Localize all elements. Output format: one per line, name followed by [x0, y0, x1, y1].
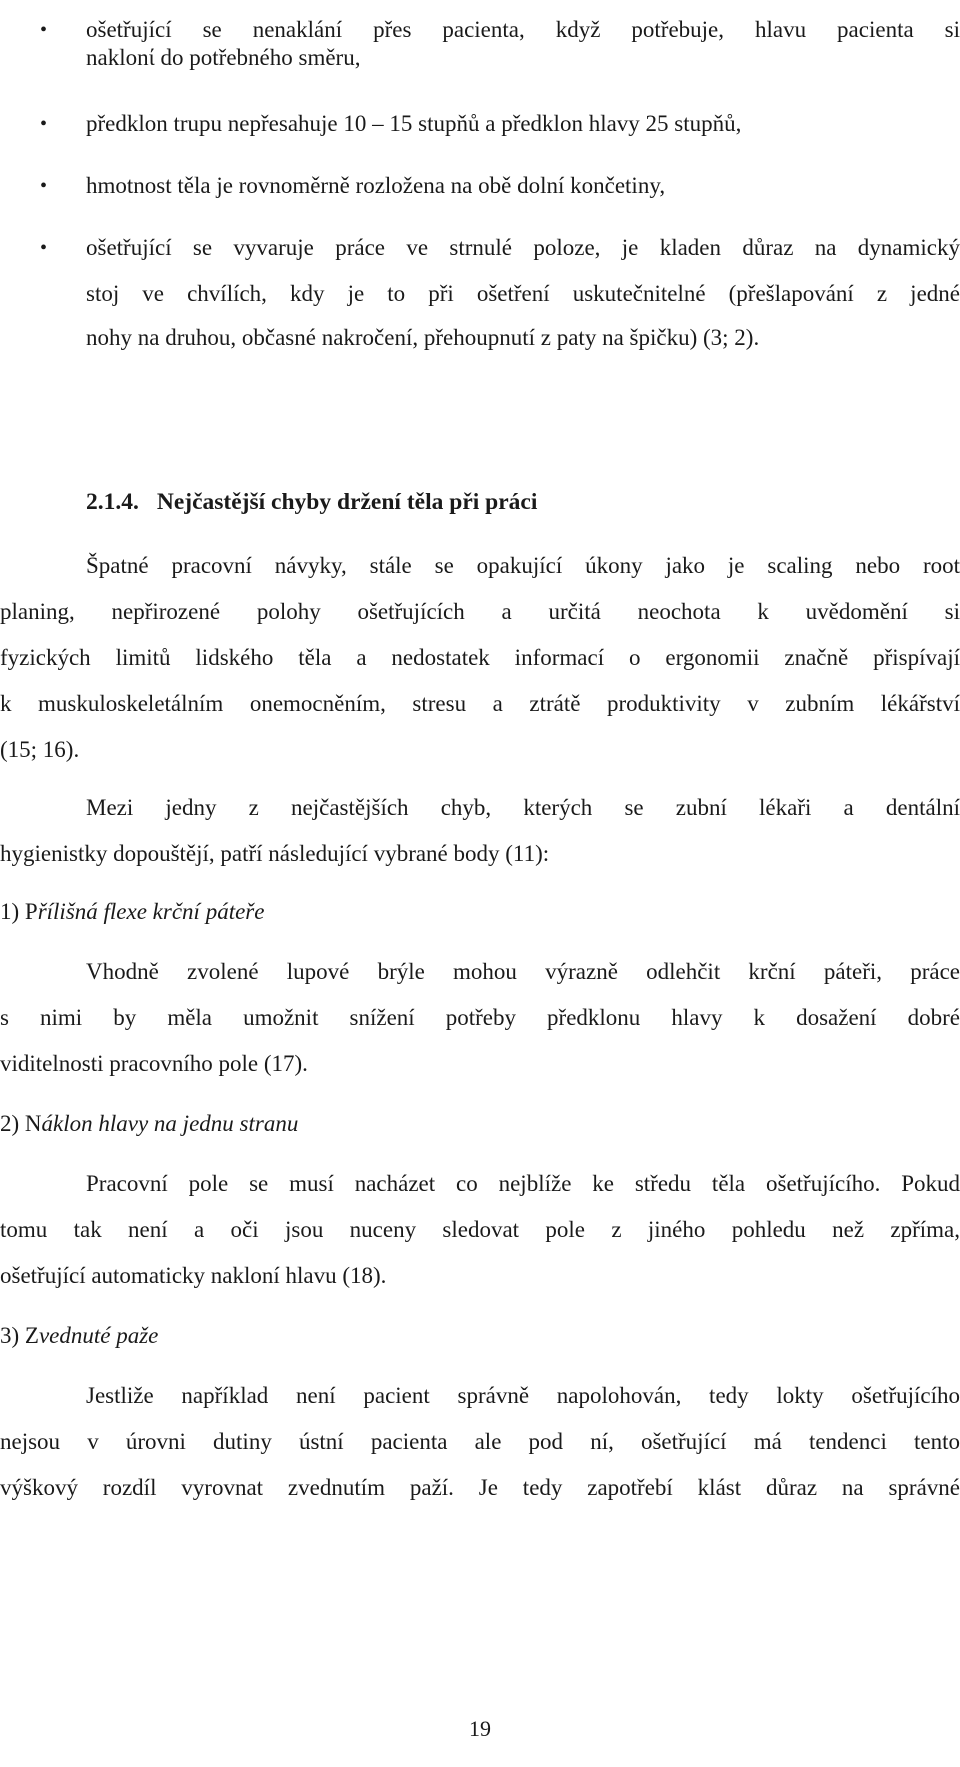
item-title: řílišná flexe krční páteře — [37, 899, 265, 924]
section-heading — [86, 472, 537, 532]
paragraph-line: planing, nepřirozené polohy ošetřujících a určitá neochota k uvědomění si — [0, 599, 960, 624]
paragraph-line: hygienistky dopouštějí, patří následující vybrané body (11): — [0, 841, 550, 866]
bullet-text: naklonί do potřebného směru, — [86, 45, 361, 70]
item-title: áklon hlavy na jednu stranu — [41, 1111, 299, 1136]
page-number: 19 — [469, 1716, 491, 1741]
item-prefix: 2) N — [0, 1111, 42, 1136]
bullet-dot: • — [40, 113, 48, 135]
paragraph-line: Špatné pracovní návyky, stále se opakující úkony jako je scaling nebo root — [86, 553, 960, 578]
item-heading — [0, 1094, 298, 1154]
bullet-text: předklon trupu nepřesahuje 10 – 15 stupňů a předklon hlavy 25 stupňů, — [86, 111, 742, 136]
paragraph-line: nejsou v úrovni dutiny ústní pacienta ale pod ní, ošetřující má tendenci tento — [0, 1429, 960, 1454]
bullet-dot: • — [40, 19, 48, 41]
item-prefix: 1) P — [0, 899, 38, 924]
paragraph-line: Jestliže například není pacient správně napolohován, tedy lokty ošetřujícího — [86, 1383, 960, 1408]
section-number: 2.1.4. — [86, 489, 139, 515]
paragraph-line: Mezi jedny z nejčastějších chyb, kterých se zubní lékaři a dentální — [86, 795, 960, 820]
paragraph-line: fyzických limitů lidského těla a nedostatek informací o ergonomii značně přispívají — [0, 645, 960, 670]
paragraph-line: tomu tak není a oči jsou nuceny sledovat pole z jiného pohledu než zpříma, — [0, 1217, 960, 1242]
paragraph-line: (15; 16). — [0, 737, 80, 762]
paragraph-line: výškový rozdíl vyrovnat zvednutím paží. Je tedy zapotřebí klást důraz na správné — [0, 1475, 960, 1500]
paragraph-line: k muskuloskeletálním onemocněním, stresu a ztrátě produktivity v zubním lékářství — [0, 691, 960, 716]
paragraph-line: Vhodně zvolené lupové brýle mohou výrazně odlehčit krční páteři, práce — [86, 959, 960, 984]
bullet-text: stoj ve chvílích, kdy je to při ošetření uskutečnitelné (přešlapování z jedné — [86, 281, 960, 306]
bullet-dot: • — [40, 175, 48, 197]
bullet-text: nohy na druhou, občasné nakročení, přehoupnutí z paty na špičku) (3; 2). — [86, 325, 760, 350]
paragraph-line: ošetřující automaticky nakloní hlavu (18). — [0, 1263, 387, 1288]
bullet-text: ošetřující se nenaklání přes pacienta, když potřebuje, hlavu pacienta si — [86, 17, 960, 42]
paragraph-line: viditelnosti pracovního pole (17). — [0, 1051, 308, 1076]
paragraph-line: s nimi by měla umožnit snížení potřeby předklonu hlavy k dosažení dobré — [0, 1005, 960, 1030]
bullet-text: ošetřující se vyvaruje práce ve strnulé poloze, je kladen důraz na dynamický — [86, 235, 960, 260]
bullet-text: hmotnost těla je rovnoměrně rozložena na obě dolní končetiny, — [86, 173, 666, 198]
item-prefix: 3) Z — [0, 1323, 39, 1348]
paragraph-line: Pracovní pole se musí nacházet co nejblíže ke středu těla ošetřujícího. Pokud — [86, 1171, 960, 1196]
item-title: vednuté paže — [38, 1323, 159, 1348]
item-heading — [0, 1306, 158, 1366]
bullet-dot: • — [40, 237, 48, 259]
section-title: Nejčastější chyby držení těla při práci — [156, 489, 538, 515]
item-heading — [0, 882, 264, 942]
